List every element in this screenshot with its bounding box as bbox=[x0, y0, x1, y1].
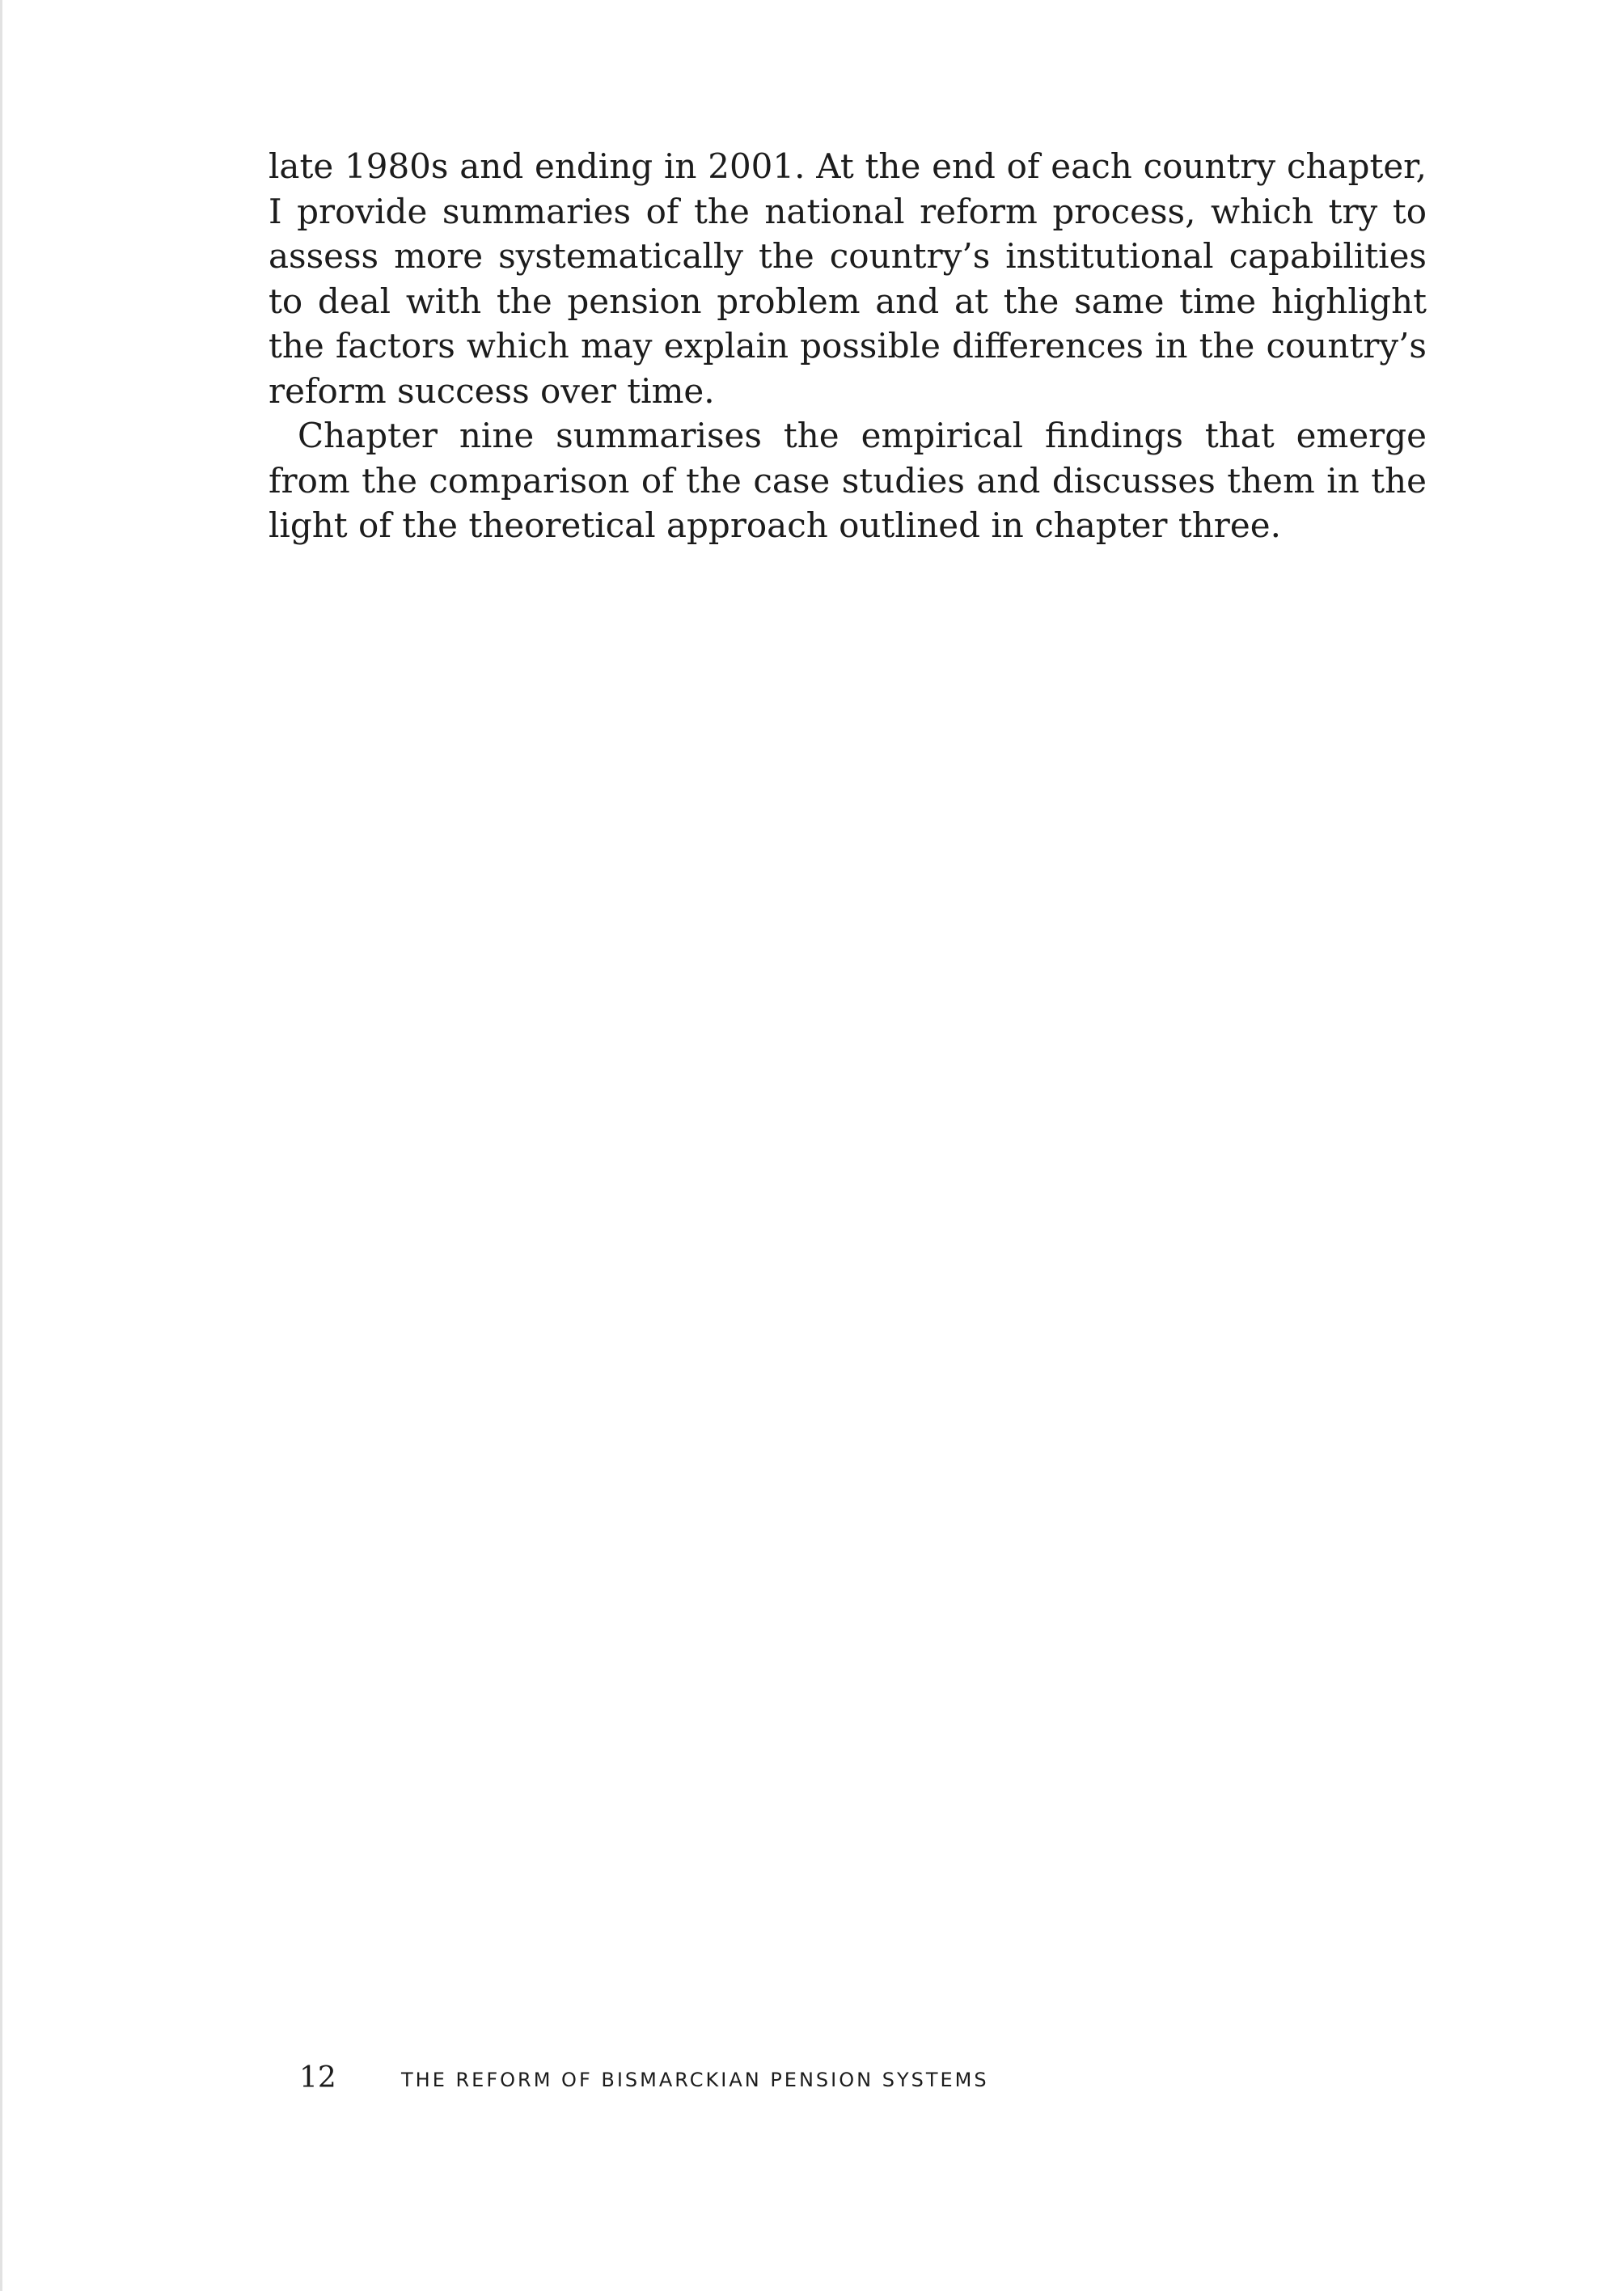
page-footer bbox=[0, 2062, 1624, 2094]
running-head: THE REFORM OF BISMARCKIAN PENSION SYSTEMS bbox=[401, 2069, 989, 2091]
paragraph-chapter-nine: Chapter nine summarises the empirical findings that emerge from the comparison of the case studies and discusses them in the light of the theoretical approach outlined in chapter three. bbox=[269, 416, 1427, 545]
body-text bbox=[269, 144, 1427, 548]
page-edge bbox=[0, 0, 2, 2291]
page-number: 12 bbox=[299, 2061, 336, 2094]
paragraph-continued: late 1980s and ending in 2001. At the end of each country chapter, I provide summaries of the national reform process, which try to assess more systematically the country’s institutional capabilities to deal with the pension problem and at the same time highlight the factors which may explain possible differences in the country’s reform success over time. bbox=[269, 146, 1427, 411]
